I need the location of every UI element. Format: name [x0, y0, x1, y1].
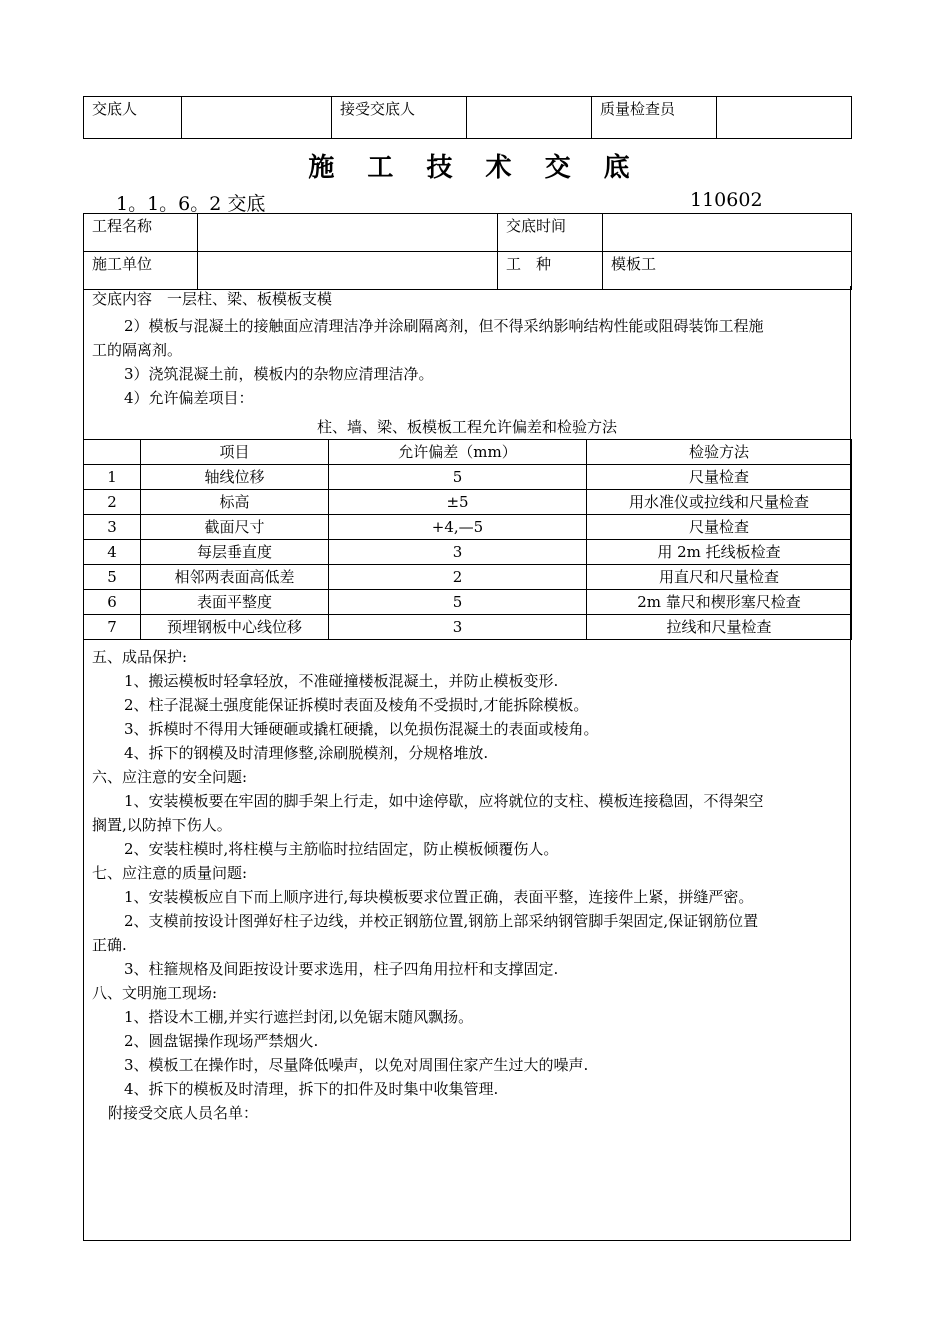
paragraph: 正确.	[92, 936, 127, 954]
section-code: 1。1。6。2 交底	[116, 193, 266, 215]
paragraph: 工的隔离剂。	[92, 341, 183, 359]
deviation-table	[83, 439, 852, 640]
table-cell: 轴线位移	[141, 465, 329, 490]
table-cell: 表面平整度	[141, 590, 329, 615]
header-cell: 允许偏差（mm）	[329, 440, 587, 465]
receiver-label: 接受交底人	[332, 97, 467, 139]
paragraph: 2、柱子混凝土强度能保证拆模时表面及棱角不受损时,才能拆除模板。	[124, 696, 589, 714]
inspector-field[interactable]	[717, 97, 852, 139]
section-title: 八、文明施工现场:	[92, 984, 218, 1002]
receiver-field[interactable]	[467, 97, 592, 139]
paragraph: 1、搭设木工棚,并实行遮拦封闭,以免锯末随风飘扬。	[124, 1008, 474, 1026]
paragraph: 4）允许偏差项目：	[124, 389, 254, 407]
project-name-field[interactable]	[198, 214, 498, 252]
table-cell: 3	[329, 540, 587, 565]
table-cell: 用直尺和尺量检查	[587, 565, 852, 590]
table-cell: 3	[84, 515, 141, 540]
table-cell: 5	[329, 465, 587, 490]
paragraph: 4、拆下的模板及时清理，拆下的扣件及时集中收集管理.	[124, 1080, 499, 1098]
table-cell: 5	[329, 590, 587, 615]
paragraph: 1、安装模板应自下而上顺序进行,每块模板要求位置正确，表面平整，连接件上紧，拼缝严密。	[124, 888, 754, 906]
document-title: 施 工 技 术 交 底	[308, 153, 642, 183]
table-cell: 尺量检查	[587, 515, 852, 540]
table-cell: 预埋钢板中心线位移	[141, 615, 329, 640]
table-cell: 5	[84, 565, 141, 590]
construction-unit-field[interactable]	[198, 252, 498, 290]
content-heading: 交底内容 一层柱、梁、板模板支模	[92, 290, 333, 308]
table-cell: 3	[329, 615, 587, 640]
paragraph: 2、安装柱模时,将柱模与主筋临时拉结固定，防止模板倾覆伤人。	[124, 840, 559, 858]
table-cell: 相邻两表面高低差	[141, 565, 329, 590]
project-info-table	[83, 213, 852, 290]
handover-time-field[interactable]	[603, 214, 852, 252]
table-row	[84, 565, 852, 590]
table-cell: 尺量检查	[587, 465, 852, 490]
paragraph: 2、支模前按设计图弹好柱子边线，并校正钢筋位置,钢筋上部采纳钢管脚手架固定,保证钢筋位置	[124, 912, 759, 930]
handover-by-field[interactable]	[182, 97, 332, 139]
table-row	[84, 540, 852, 565]
table-cell: 截面尺寸	[141, 515, 329, 540]
construction-unit-label: 施工单位	[84, 252, 198, 290]
header-cell	[84, 440, 141, 465]
paragraph: 4、拆下的钢模及时清理修整,涂刷脱模剂，分规格堆放.	[124, 744, 489, 762]
handover-time-label: 交底时间	[498, 214, 603, 252]
header-cell: 检验方法	[587, 440, 852, 465]
table-cell: 用水准仪或拉线和尺量检查	[587, 490, 852, 515]
paragraph: 1、安装模板要在牢固的脚手架上行走，如中途停歇，应将就位的支柱、模板连接稳固，不得架空	[124, 792, 764, 810]
table-caption: 柱、墙、梁、板模板工程允许偏差和检验方法	[316, 418, 617, 436]
attendee-list-label: 附接受交底人员名单：	[108, 1104, 259, 1122]
section-title: 五、成品保护:	[92, 648, 188, 666]
paragraph: 1、搬运模板时轻拿轻放，不准碰撞楼板混凝土，并防止模板变形.	[124, 672, 559, 690]
table-row	[84, 465, 852, 490]
table-cell: 6	[84, 590, 141, 615]
trade-label: 工 种	[498, 252, 603, 290]
table-cell: 2	[84, 490, 141, 515]
paragraph: 2）模板与混凝土的接触面应清理洁净并涂刷隔离剂，但不得采纳影响结构性能或阻碍装饰工程施	[124, 317, 764, 335]
table-cell: +4,—5	[329, 515, 587, 540]
table-cell: 2m 靠尺和楔形塞尺检查	[587, 590, 852, 615]
table-cell: 用 2m 托线板检查	[587, 540, 852, 565]
handover-by-label: 交底人	[84, 97, 182, 139]
paragraph: 搁置,以防掉下伤人。	[92, 816, 232, 834]
signature-table	[83, 96, 852, 139]
table-header-row	[84, 440, 852, 465]
trade-field[interactable]: 模板工	[603, 252, 852, 290]
paragraph: 3、拆模时不得用大锤硬砸或撬杠硬撬，以免损伤混凝土的表面或棱角。	[124, 720, 599, 738]
table-cell: 4	[84, 540, 141, 565]
header-cell: 项目	[141, 440, 329, 465]
section-title: 六、应注意的安全问题:	[92, 768, 248, 786]
table-cell: 1	[84, 465, 141, 490]
paragraph: 3、模板工在操作时，尽量降低噪声，以免对周围住家产生过大的噪声.	[124, 1056, 589, 1074]
table-row	[84, 515, 852, 540]
section-title: 七、应注意的质量问题:	[92, 864, 248, 882]
paragraph: 3）浇筑混凝土前，模板内的杂物应清理洁净。	[124, 365, 434, 383]
table-cell: 标高	[141, 490, 329, 515]
table-row	[84, 590, 852, 615]
table-cell: 2	[329, 565, 587, 590]
table-cell: ±5	[329, 490, 587, 515]
table-cell: 7	[84, 615, 141, 640]
table-cell: 拉线和尺量检查	[587, 615, 852, 640]
paragraph: 2、圆盘锯操作现场严禁烟火.	[124, 1032, 319, 1050]
content-box	[83, 286, 851, 1241]
project-name-label: 工程名称	[84, 214, 198, 252]
inspector-label: 质量检查员	[592, 97, 717, 139]
table-cell: 每层垂直度	[141, 540, 329, 565]
table-row	[84, 490, 852, 515]
paragraph: 3、柱箍规格及间距按设计要求选用，柱子四角用拉杆和支撑固定.	[124, 960, 559, 978]
document-number: 110602	[690, 189, 763, 211]
table-row	[84, 615, 852, 640]
